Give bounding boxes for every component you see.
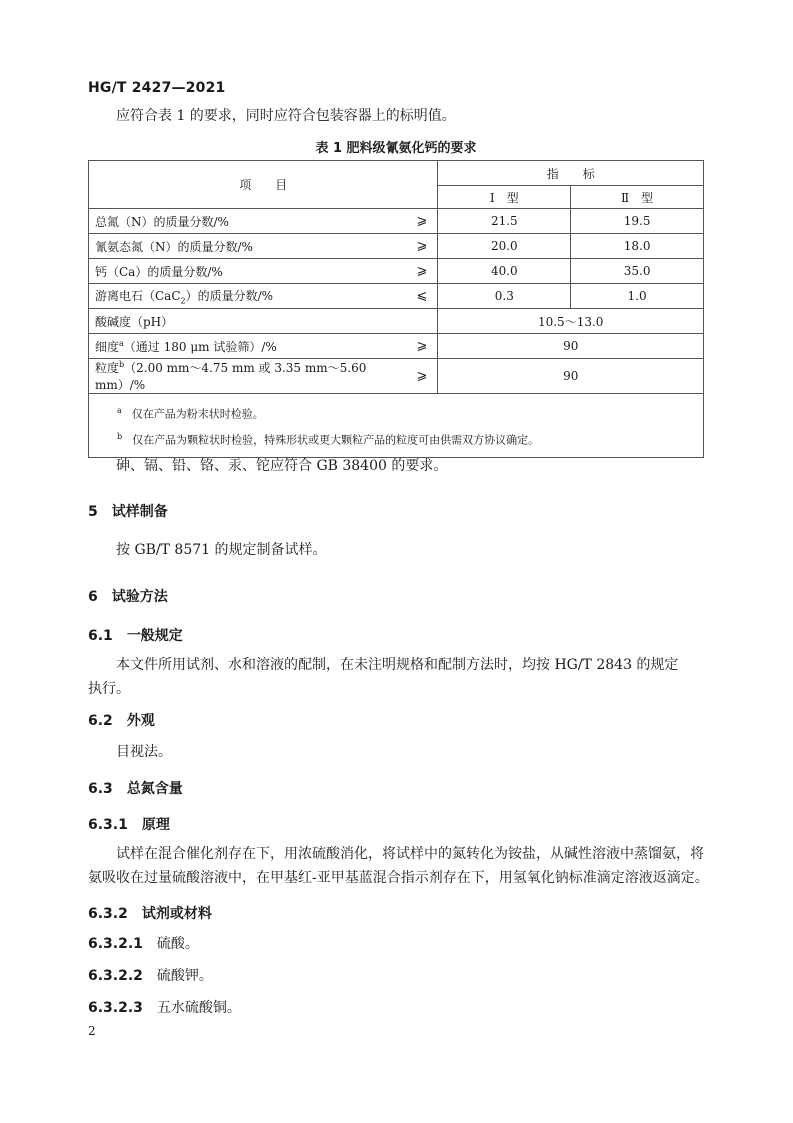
table-row: [89, 359, 704, 394]
section-6-3-1-body-line1: 试样在混合催化剂存在下，用浓硫酸消化，将试样中的氮转化为铵盐，从碱性溶液中蒸馏氨，将: [116, 846, 704, 862]
footnote-a: $^a$ 仅在产品为粉末状时检验。: [117, 406, 264, 421]
relation-symbol: ⩾: [416, 213, 428, 229]
table-header-row: [89, 161, 704, 186]
section-6-3-1-body-line2: 氨吸收在过量硫酸溶液中，在甲基红-亚甲基蓝混合指示剂存在下，用氢氧化钠标准滴定溶液返滴定。: [88, 870, 709, 886]
table-row: [89, 284, 704, 309]
section-6-heading: 6 试验方法: [88, 589, 168, 605]
row-label: 氰氨态氮（N）的质量分数/%: [95, 239, 253, 254]
table-notes-row: [89, 394, 704, 458]
row-label: 粒度$^b$（2.00 mm～4.75 mm 或 3.35 mm～5.60 mm）/%: [95, 360, 367, 392]
row-label: 钙（Ca）的质量分数/%: [95, 264, 223, 279]
page-number: 2: [88, 1024, 96, 1038]
row-label: 游离电石（CaC$_2$）的质量分数/%: [95, 288, 274, 306]
row-label: 酸碱度（pH）: [95, 314, 174, 329]
section-6-3-heading: 6.3 总氮含量: [88, 781, 183, 797]
item-6-3-2-3: 6.3.2.3 五水硫酸铜。: [88, 1000, 241, 1016]
relation-symbol: ⩽: [416, 288, 428, 304]
item-6-3-2-2: 6.3.2.2 硫酸钾。: [88, 968, 213, 984]
intro-text: 应符合表 1 的要求，同时应符合包装容器上的标明值。: [116, 108, 456, 124]
section-6-1-body-line1: 本文件所用试剂、水和溶液的配制，在未注明规格和配制方法时，均按 HG/T 2843 的规定: [116, 657, 679, 673]
row-label: 总氮（N）的质量分数/%: [95, 214, 229, 229]
table-row: [89, 259, 704, 284]
table-row: [89, 234, 704, 259]
relation-symbol: ⩾: [416, 263, 428, 279]
value-merged: 10.5～13.0: [438, 309, 704, 334]
header-type-1: Ⅰ 型: [438, 186, 571, 209]
header-index: 指 标: [438, 161, 704, 186]
relation-symbol: ⩾: [416, 238, 428, 254]
section-6-2-body: 目视法。: [116, 744, 172, 760]
table-row: [89, 334, 704, 359]
value-type-1: 0.3: [438, 284, 571, 309]
relation-symbol: ⩾: [416, 338, 428, 354]
section-6-2-heading: 6.2 外观: [88, 713, 155, 729]
section-6-3-2-heading: 6.3.2 试剂或材料: [88, 906, 212, 922]
value-type-1: 21.5: [438, 209, 571, 234]
value-type-2: 35.0: [571, 259, 704, 284]
section-6-3-1-heading: 6.3.1 原理: [88, 817, 170, 833]
table-row: [89, 209, 704, 234]
section-6-1-body-line2: 执行。: [88, 681, 130, 697]
value-type-1: 40.0: [438, 259, 571, 284]
header-item: 项 目: [89, 161, 438, 209]
table-caption: 表 1 肥料级氰氨化钙的要求: [315, 141, 477, 156]
value-type-2: 19.5: [571, 209, 704, 234]
value-merged: 90: [438, 334, 704, 359]
value-type-1: 20.0: [438, 234, 571, 259]
relation-symbol: ⩾: [416, 368, 428, 384]
value-type-2: 18.0: [571, 234, 704, 259]
value-merged: 90: [438, 359, 704, 394]
table-row: [89, 309, 704, 334]
section-5-body: 按 GB/T 8571 的规定制备试样。: [116, 542, 327, 558]
row-label: 细度$^a$（通过 180 μm 试验筛）/%: [95, 338, 277, 354]
heavy-metals-text: 砷、镉、铅、铬、汞、铊应符合 GB 38400 的要求。: [116, 458, 448, 474]
table-notes: [89, 394, 704, 458]
header-type-2: Ⅱ 型: [571, 186, 704, 209]
section-6-1-heading: 6.1 一般规定: [88, 628, 183, 644]
item-6-3-2-1: 6.3.2.1 硫酸。: [88, 936, 199, 952]
section-5-heading: 5 试样制备: [88, 504, 168, 520]
document-id: HG/T 2427—2021: [88, 80, 226, 96]
requirements-table: [88, 160, 704, 458]
value-type-2: 1.0: [571, 284, 704, 309]
footnote-b: $^b$ 仅在产品为颗粒状时检验，特殊形状或更大颗粒产品的粒度可由供需双方协议确定。: [117, 431, 540, 447]
